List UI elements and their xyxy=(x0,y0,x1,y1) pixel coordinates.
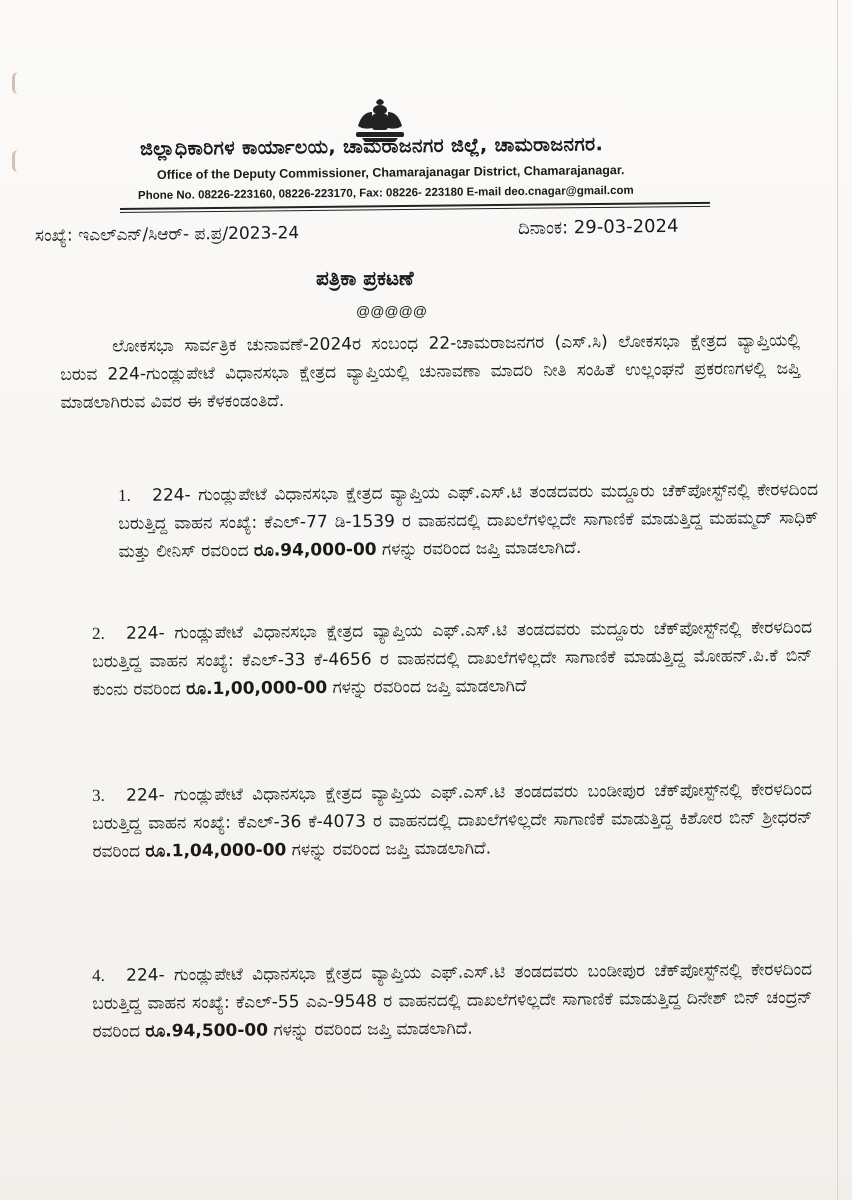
intro-paragraph xyxy=(60,327,801,417)
intro-text: ಲೋಕಸಭಾ ಸಾರ್ವತ್ರಿಕ ಚುನಾವಣೆ-2024ರ ಸಂಬಂಧ 22-ಚಾಮರಾಜನಗರ (ಎಸ್.ಸಿ) ಲೋಕಸಭಾ ಕ್ಷೇತ್ರದ ವ್ಯಾಪ್ತಿಯಲ್ಲಿ ಬರುವ 224-ಗುಂಡ್ಲುಪೇಟೆ ವಿಧಾನಸಭಾ ಕ್ಷೇತ್ರದ ವ್ಯಾಪ್ತಿಯಲ್ಲಿ ಚುನಾವಣಾ ಮಾದರಿ ನೀತಿ ಸಂಹಿತೆ ಉಲ್ಲಂಘನೆ ಪ್ರಕರಣಗಳಲ್ಲಿ ಜಪ್ತಿ ಮಾಡಲಾಗಿರುವ ವಿವರ ಈ ಕೆಳಕಂಡಂತಿದೆ. xyxy=(60,330,801,413)
press-release-title: ಪತ್ರಿಕಾ ಪ್ರಕಟಣೆ xyxy=(316,266,414,290)
office-name-english: Office of the Deputy Commissioner, Chamarajanagar District, Chamarajanagar. xyxy=(156,163,625,182)
item-tail: ಗಳನ್ನು ರವರಿಂದ ಜಪ್ತಿ ಮಾಡಲಾಗಿದೆ. xyxy=(381,537,582,560)
seizure-item xyxy=(92,614,813,704)
item-number: 3. xyxy=(92,785,105,805)
item-amount: ರೂ.1,00,000-00 xyxy=(186,677,328,700)
item-text: 224- ಗುಂಡ್ಲುಪೇಟೆ ವಿಧಾನಸಭಾ ಕ್ಷೇತ್ರದ ವ್ಯಾಪ್ತಿಯ ಎಫ್.ಎಸ್.ಟಿ ತಂಡದವರು ಮದ್ದೂರು ಚೆಕ್‌ಪೋಸ್ಟ್‌ನಲ್ಲಿ ಕೇರಳದಿಂದ ಬರುತ್ತಿದ್ದ ವಾಹನ ಸಂಖ್ಯೆ: ಕೆಎಲ್-33 ಕೆ-4656 ರ ವಾಹನದಲ್ಲಿ ದಾಖಲೆಗಳಿಲ್ಲದೇ ಸಾಗಾಣಿಕೆ ಮಾಡುತ್ತಿದ್ದ ಮೋಹನ್.ಪಿ.ಕೆ ಬಿನ್ ಕುಂನು ರವರಿಂದ xyxy=(92,617,813,700)
punch-hole-mark xyxy=(12,72,25,94)
item-amount: ರೂ.94,500-00 xyxy=(145,1020,269,1042)
item-number: 2. xyxy=(92,623,105,643)
seizure-item xyxy=(92,776,813,866)
office-contact-line: Phone No. 08226-223160, 08226-223170, Fax: 08226- 223180 E-mail deo.cnagar@gmail.com xyxy=(137,184,634,202)
document-date: ದಿನಾಂಕ: 29-03-2024 xyxy=(517,215,679,239)
seizure-item xyxy=(118,476,819,566)
item-tail: ಗಳನ್ನು ರವರಿಂದ ಜಪ್ತಿ ಮಾಡಲಾಗಿದೆ. xyxy=(291,838,492,861)
reference-number: ಸಂಖ್ಯೆ: ಇಎಲ್ಎನ್/ಸಿಆರ್- ಪ.ಪ್ರ/2023-24 xyxy=(34,223,300,246)
seizure-item xyxy=(92,956,813,1046)
item-tail: ಗಳನ್ನು ರವರಿಂದ ಜಪ್ತಿ ಮಾಡಲಾಗಿದೆ xyxy=(332,676,527,698)
item-tail: ಗಳನ್ನು ರವರಿಂದ ಜಪ್ತಿ ಮಾಡಲಾಗಿದೆ. xyxy=(273,1018,473,1041)
item-amount: ರೂ.94,000-00 xyxy=(253,539,377,561)
title-separator: @@@@@ xyxy=(356,303,428,319)
item-number: 4. xyxy=(92,965,105,985)
office-name-kannada: ಜಿಲ್ಲಾಧಿಕಾರಿಗಳ ಕಾರ್ಯಾಲಯ, ಚಾಮರಾಜನಗರ ಜಿಲ್ಲೆ, ಚಾಮರಾಜನಗರ. xyxy=(139,133,604,160)
page-edge-line xyxy=(837,0,838,1200)
punch-hole-mark xyxy=(12,150,25,172)
item-text: 224- ಗುಂಡ್ಲುಪೇಟೆ ವಿಧಾನಸಭಾ ಕ್ಷೇತ್ರದ ವ್ಯಾಪ್ತಿಯ ಎಫ್.ಎಸ್.ಟಿ ತಂಡದವರು ಬಂಡೀಪುರ ಚೆಕ್‌ಪೋಸ್ಟ್‌ನಲ್ಲಿ ಕೇರಳದಿಂದ ಬರುತ್ತಿದ್ದ ವಾಹನ ಸಂಖ್ಯೆ: ಕೆಎಲ್-55 ಎಎ-9548 ರ ವಾಹನದಲ್ಲಿ ದಾಖಲೆಗಳಿಲ್ಲದೇ ಸಾಗಾಣಿಕೆ ಮಾಡುತ್ತಿದ್ದ ದಿನೇಶ್ ಬಿನ್ ಚಂದ್ರನ್ ರವರಿಂದ xyxy=(92,959,813,1042)
item-text: 224- ಗುಂಡ್ಲುಪೇಟೆ ವಿಧಾನಸಭಾ ಕ್ಷೇತ್ರದ ವ್ಯಾಪ್ತಿಯ ಎಫ್.ಎಸ್.ಟಿ ತಂಡದವರು ಬಂಡೀಪುರ ಚೆಕ್‌ಪೋಸ್ಟ್‌ನಲ್ಲಿ ಕೇರಳದಿಂದ ಬರುತ್ತಿದ್ದ ವಾಹನ ಸಂಖ್ಯೆ: ಕೆಎಲ್-36 ಕೆ-4073 ರ ವಾಹನದಲ್ಲಿ ದಾಖಲೆಗಳಿಲ್ಲದೇ ಸಾಗಾಣಿಕೆ ಮಾಡುತ್ತಿದ್ದ ಕಿಶೋರ ಬಿನ್ ಶ್ರೀಧರನ್ ರವರಿಂದ xyxy=(92,779,813,862)
item-number: 1. xyxy=(118,485,131,505)
item-amount: ರೂ.1,04,000-00 xyxy=(145,840,287,862)
item-text: 224- ಗುಂಡ್ಲುಪೇಟೆ ವಿಧಾನಸಭಾ ಕ್ಷೇತ್ರದ ವ್ಯಾಪ್ತಿಯ ಎಫ್.ಎಸ್.ಟಿ ತಂಡದವರು ಮದ್ದೂರು ಚೆಕ್‌ಪೋಸ್ಟ್‌ನಲ್ಲಿ ಕೇರಳದಿಂದ ಬರುತ್ತಿದ್ದ ವಾಹನ ಸಂಖ್ಯೆ: ಕೆಎಲ್-77 ಡಿ-1539 ರ ವಾಹನದಲ್ಲಿ ದಾಖಲೆಗಳಿಲ್ಲದೇ ಸಾಗಾಣಿಕೆ ಮಾಡುತ್ತಿದ್ದ ಮಹಮ್ಮದ್ ಸಾಧಿಕ್ ಮತ್ತು ಲೀನಿಸ್ ರವರಿಂದ xyxy=(118,479,819,562)
